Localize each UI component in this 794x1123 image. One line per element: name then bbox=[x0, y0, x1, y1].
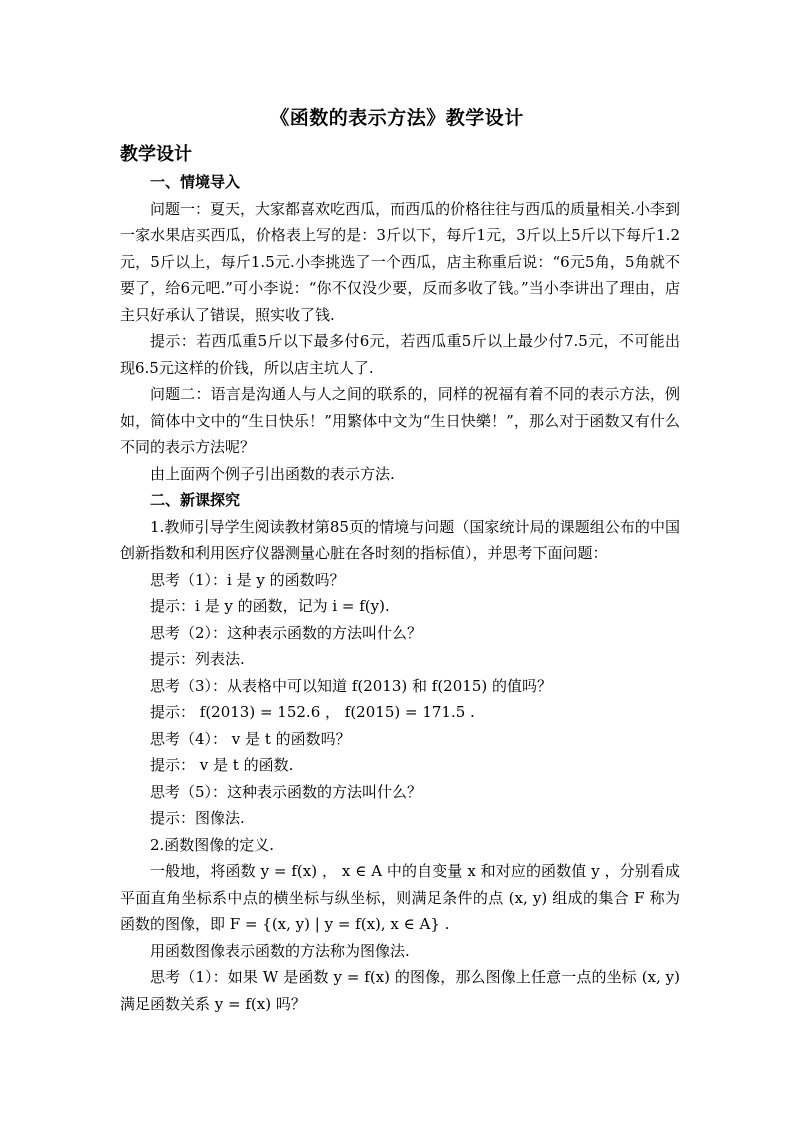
subsection-title-intro: 一、情境导入 bbox=[150, 173, 241, 191]
paragraph-question-two: 问题二：语言是沟通人与人之间的联系的，同样的祝福有着不同的表示方法，例如，简体中文中的“生日快乐！”用繁体中文为“生日快樂！”，那么对于函数又有什么不同的表示方法呢？ bbox=[120, 385, 680, 456]
subsection-title-explore: 二、新课探究 bbox=[150, 491, 241, 509]
paragraph-hint-4: 提示： v 是 t 的函数. bbox=[150, 756, 294, 774]
paragraph-hint-one: 提示：若西瓜重5斤以下最多付6元，若西瓜重5斤以上最少付7.5元，不可能出现6.5元这样的价钱，所以店主坑人了. bbox=[120, 332, 680, 377]
paragraph-graph-method: 用函数图像表示函数的方法称为图像法. bbox=[150, 941, 410, 960]
paragraph-think-1: 思考（1）：i 是 y 的函数吗？ bbox=[150, 570, 345, 589]
paragraph-hint-1: 提示：i 是 y 的函数，记为 i = f(y). bbox=[150, 597, 390, 615]
paragraph-think-2: 思考（2）：这种表示函数的方法叫什么？ bbox=[150, 623, 423, 642]
paragraph-graph-definition-heading: 2.函数图像的定义. bbox=[150, 835, 275, 854]
paragraph-think-4: 思考（4）： v 是 t 的函数吗？ bbox=[150, 729, 351, 748]
paragraph-lead-in: 由上面两个例子引出函数的表示方法. bbox=[150, 464, 395, 483]
paragraph-reading-task: 1.教师引导学生阅读教材第85页的情境与问题（国家统计局的课题组公布的中国创新指数和利用医疗仪器测量心脏在各时刻的指标值），并思考下面问题： bbox=[120, 517, 680, 562]
section-heading: 教学设计 bbox=[120, 144, 192, 165]
paragraph-graph-definition: 一般地，将函数 y = f(x) ， x ∈ A 中的自变量 x 和对应的函数值 y ，分别看成平面直角坐标系中点的横坐标与纵坐标，则满足条件的点 (x, y) 组成的集合 F 称为函数的图像，即 F = {(x, y) | y = f(x), x ∈ A} . bbox=[120, 862, 680, 933]
paragraph-question-one: 问题一：夏天，大家都喜欢吃西瓜，而西瓜的价格往往与西瓜的质量相关.小李到一家水果店买西瓜，价格表上写的是：3斤以下，每斤1元，3斤以上5斤以下每斤1.2元，5斤以上，每斤1.5元.小李挑选了一个西瓜，店主称重后说：“6元5角，5角就不要了，给6元吧.”可小李说：“你不仅没少要，反而多收了钱。”当小李讲出了理由，店主只好承认了错误，照实收了钱. bbox=[120, 199, 680, 324]
paragraph-hint-2: 提示：列表法. bbox=[150, 650, 245, 668]
paragraph-hint-3: 提示： f(2013) = 152.6 ， f(2015) = 171.5 . bbox=[150, 703, 475, 721]
paragraph-think-5: 思考（5）：这种表示函数的方法叫什么？ bbox=[150, 782, 423, 801]
document-body bbox=[120, 141, 680, 1017]
document-title: 《函数的表示方法》教学设计 bbox=[270, 107, 524, 129]
paragraph-hint-5: 提示：图像法. bbox=[150, 809, 245, 827]
paragraph-think-graph-1: 思考（1）：如果 W 是函数 y = f(x) 的图像，那么图像上任意一点的坐标 (x, y) 满足函数关系 y = f(x) 吗？ bbox=[120, 968, 680, 1013]
paragraph-think-3: 思考（3）：从表格中可以知道 f(2013) 和 f(2015) 的值吗？ bbox=[150, 676, 552, 695]
